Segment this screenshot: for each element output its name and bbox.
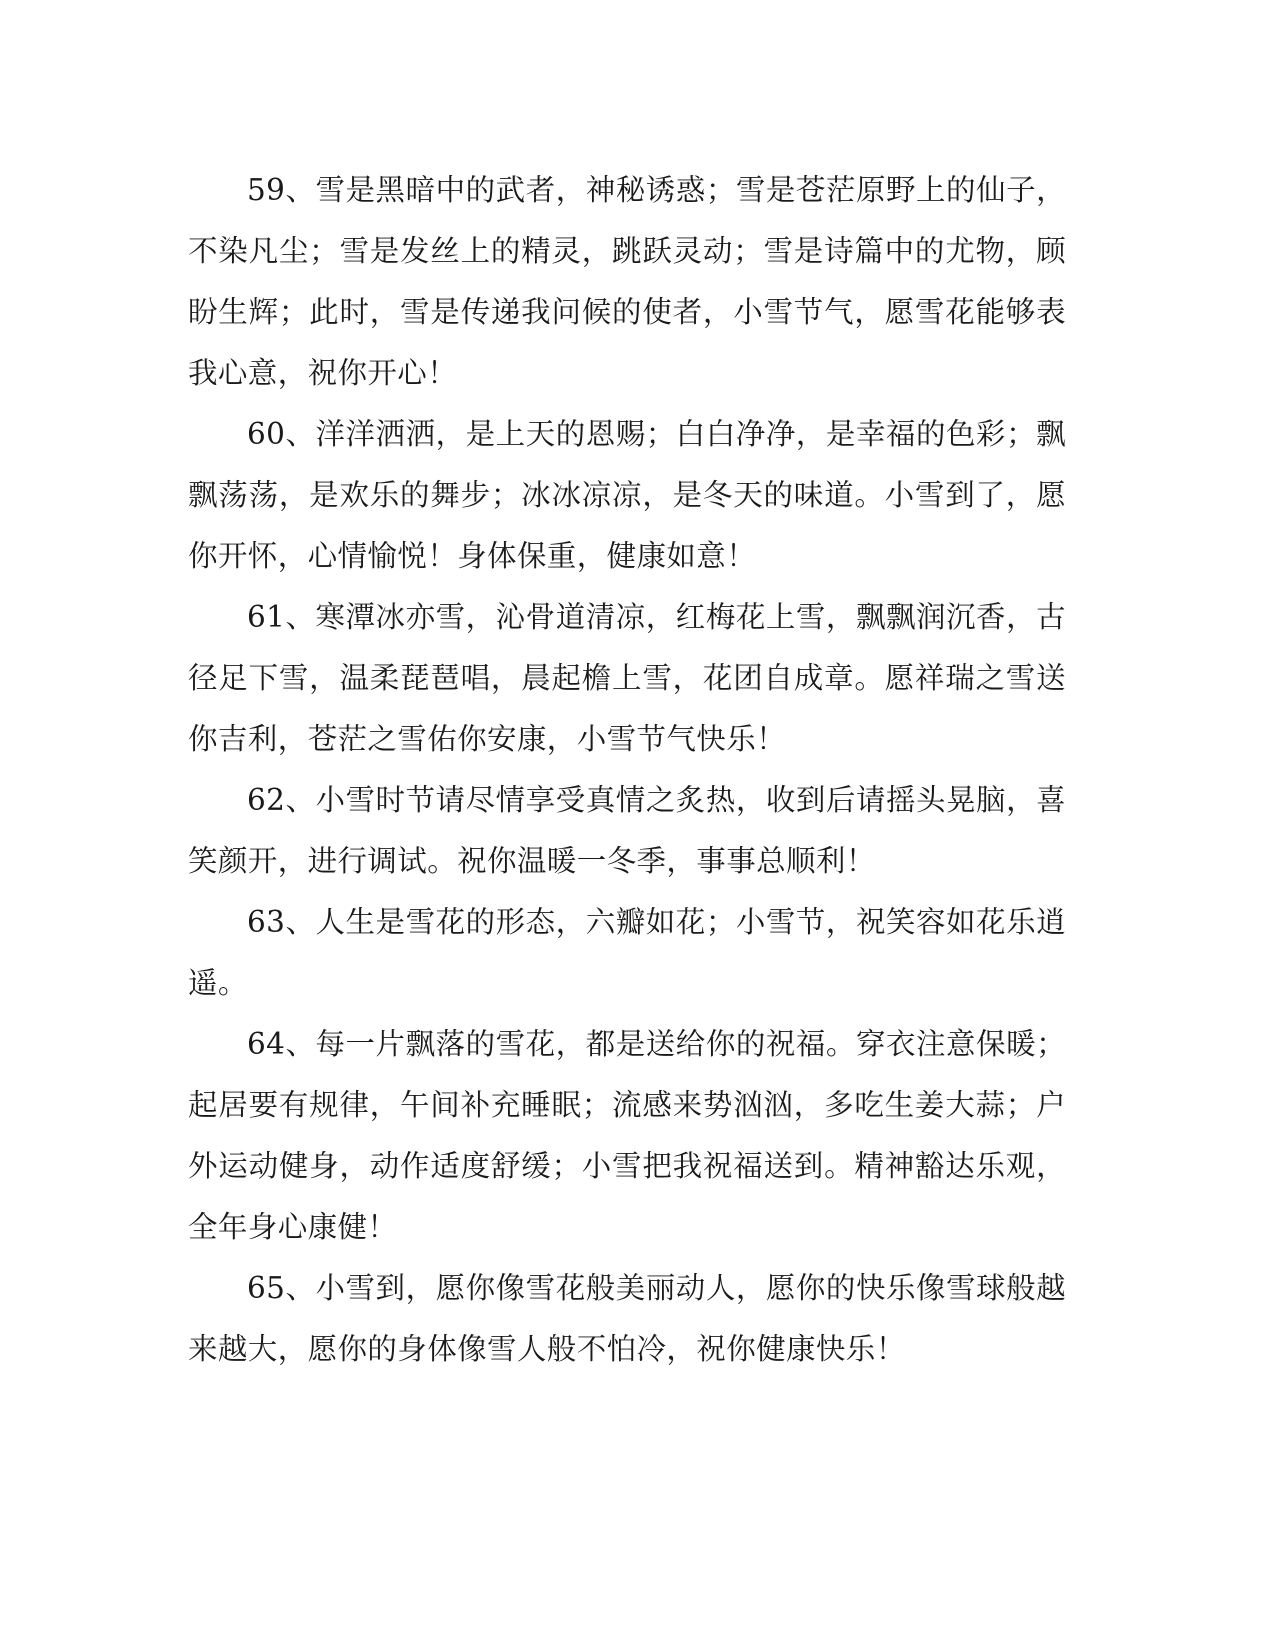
paragraph-60: 60、洋洋洒洒，是上天的恩赐；白白净净，是幸福的色彩；飘飘荡荡，是欢乐的舞步；冰冰凉凉，是冬天的味道。小雪到了，愿你开怀，心情愉悦！身体保重，健康如意！ [188,417,1066,573]
paragraph-61: 61、寒潭冰亦雪，沁骨道清凉，红梅花上雪，飘飘润沉香，古径足下雪，温柔琵琶唱，晨起檐上雪，花团自成章。愿祥瑞之雪送你吉利，苍茫之雪佑你安康，小雪节气快乐！ [188,600,1066,756]
paragraph-64: 64、每一片飘落的雪花，都是送给你的祝福。穿衣注意保暖；起居要有规律，午间补充睡眠；流感来势汹汹，多吃生姜大蒜；户外运动健身，动作适度舒缓；小雪把我祝福送到。精神豁达乐观，全年身心康健！ [188,1027,1066,1244]
paragraph-62: 62、小雪时节请尽情享受真情之炙热，收到后请摇头晃脑，喜笑颜开，进行调试。祝你温暖一冬季，事事总顺利！ [188,783,1066,878]
paragraph-63: 63、人生是雪花的形态，六瓣如花；小雪节，祝笑容如花乐逍遥。 [188,905,1066,1000]
paragraph-65: 65、小雪到，愿你像雪花般美丽动人，愿你的快乐像雪球般越来越大，愿你的身体像雪人般不怕冷，祝你健康快乐！ [188,1271,1066,1366]
document-body [188,160,1066,1380]
paragraph-59: 59、雪是黑暗中的武者，神秘诱惑；雪是苍茫原野上的仙子，不染凡尘；雪是发丝上的精灵，跳跃灵动；雪是诗篇中的尤物，顾盼生辉；此时，雪是传递我问候的使者，小雪节气，愿雪花能够表我心意，祝你开心！ [188,173,1066,390]
